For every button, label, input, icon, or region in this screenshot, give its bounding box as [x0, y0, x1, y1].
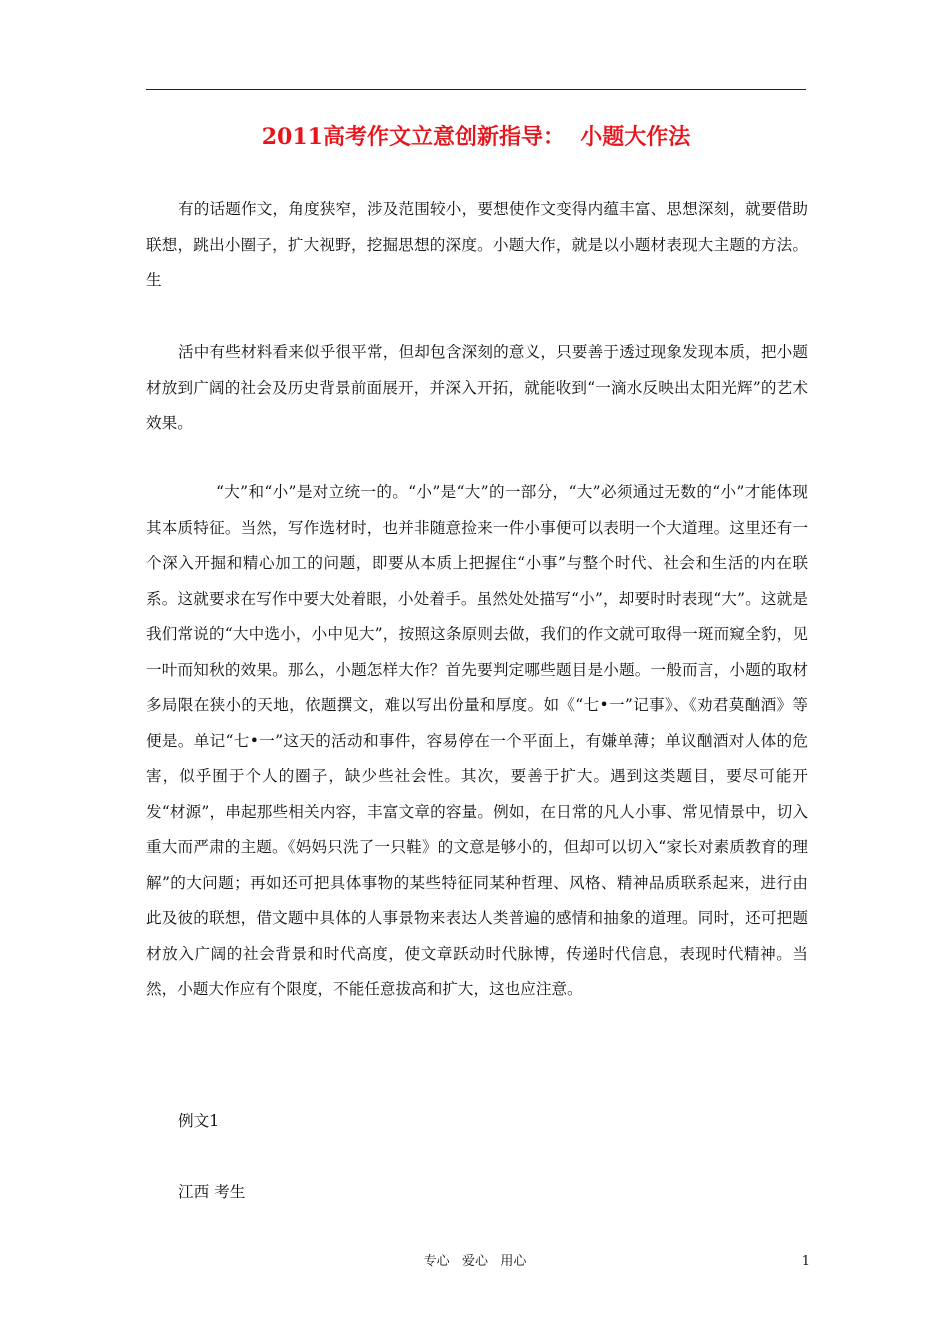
- body-paragraph-2: 活中有些材料看来似乎很平常，但却包含深刻的意义，只要善于透过现象发现本质，把小题材放到广阔的社会及历史背景前面展开，并深入开拓，就能收到“一滴水反映出太阳光辉”的艺术效果。: [146, 343, 808, 432]
- example-label: 例文1: [178, 1112, 220, 1130]
- body-paragraph-1: 有的话题作文，角度狭窄，涉及范围较小，要想使作文变得内蕴丰富、思想深刻，就要借助联想，跳出小圈子，扩大视野，挖掘思想的深度。小题大作，就是以小题材表现大主题的方法。生: [146, 200, 808, 289]
- author-label: 江西 考生: [178, 1183, 246, 1201]
- footer-slogan: 专心 爱心 用心: [423, 1254, 527, 1269]
- header-rule: [146, 89, 806, 90]
- body-paragraph-3: “大”和“小”是对立统一的。“小”是“大”的一部分，“大”必须通过无数的“小”才能体现其本质特征。当然，写作选材时，也并非随意捡来一件小事便可以表明一个大道理。这里还有一个深入开掘和精心加工的问题，即要从本质上把握住“小事”与整个时代、社会和生活的内在联系。这就要求在写作中要大处着眼，小处着手。虽然处处描写“小”，却要时时表现“大”。这就是我们常说的“大中选小，小中见大”，按照这条原则去做，我们的作文就可取得一斑而窥全豹，见一叶而知秋的效果。那么，小题怎样大作？首先要判定哪些题目是小题。一般而言，小题的取材多局限在狭小的天地，依题撰文，难以写出份量和厚度。如《“七•一”记事》、《劝君莫酗酒》等便是。单记“七•一”这天的活动和事件，容易停在一个平面上，有嫌单薄；单议酗酒对人体的危害，似乎囿于个人的圈子，缺少些社会性。其次，要善于扩大。遇到这类题目，要尽可能开发“材源”，串起那些相关内容，丰富文章的容量。例如，在日常的凡人小事、常见情景中，切入重大而严肃的主题。《妈妈只洗了一只鞋》的文意是够小的，但却可以切入“家长对素质教育的理解”的大问题；再如还可把具体事物的某些特征同某种哲理、风格、精神品质联系起来，进行由此及彼的联想，借文题中具体的人事景物来表达人类普遍的感情和抽象的道理。同时，还可把题材放入广阔的社会背景和时代高度，使文章跃动时代脉博，传递时代信息，表现时代精神。当然，小题大作应有个限度，不能任意拔高和扩大，这也应注意。: [146, 483, 808, 998]
- document-title: 2011高考作文立意创新指导： 小题大作法: [261, 124, 691, 150]
- page-number: 1: [801, 1254, 810, 1269]
